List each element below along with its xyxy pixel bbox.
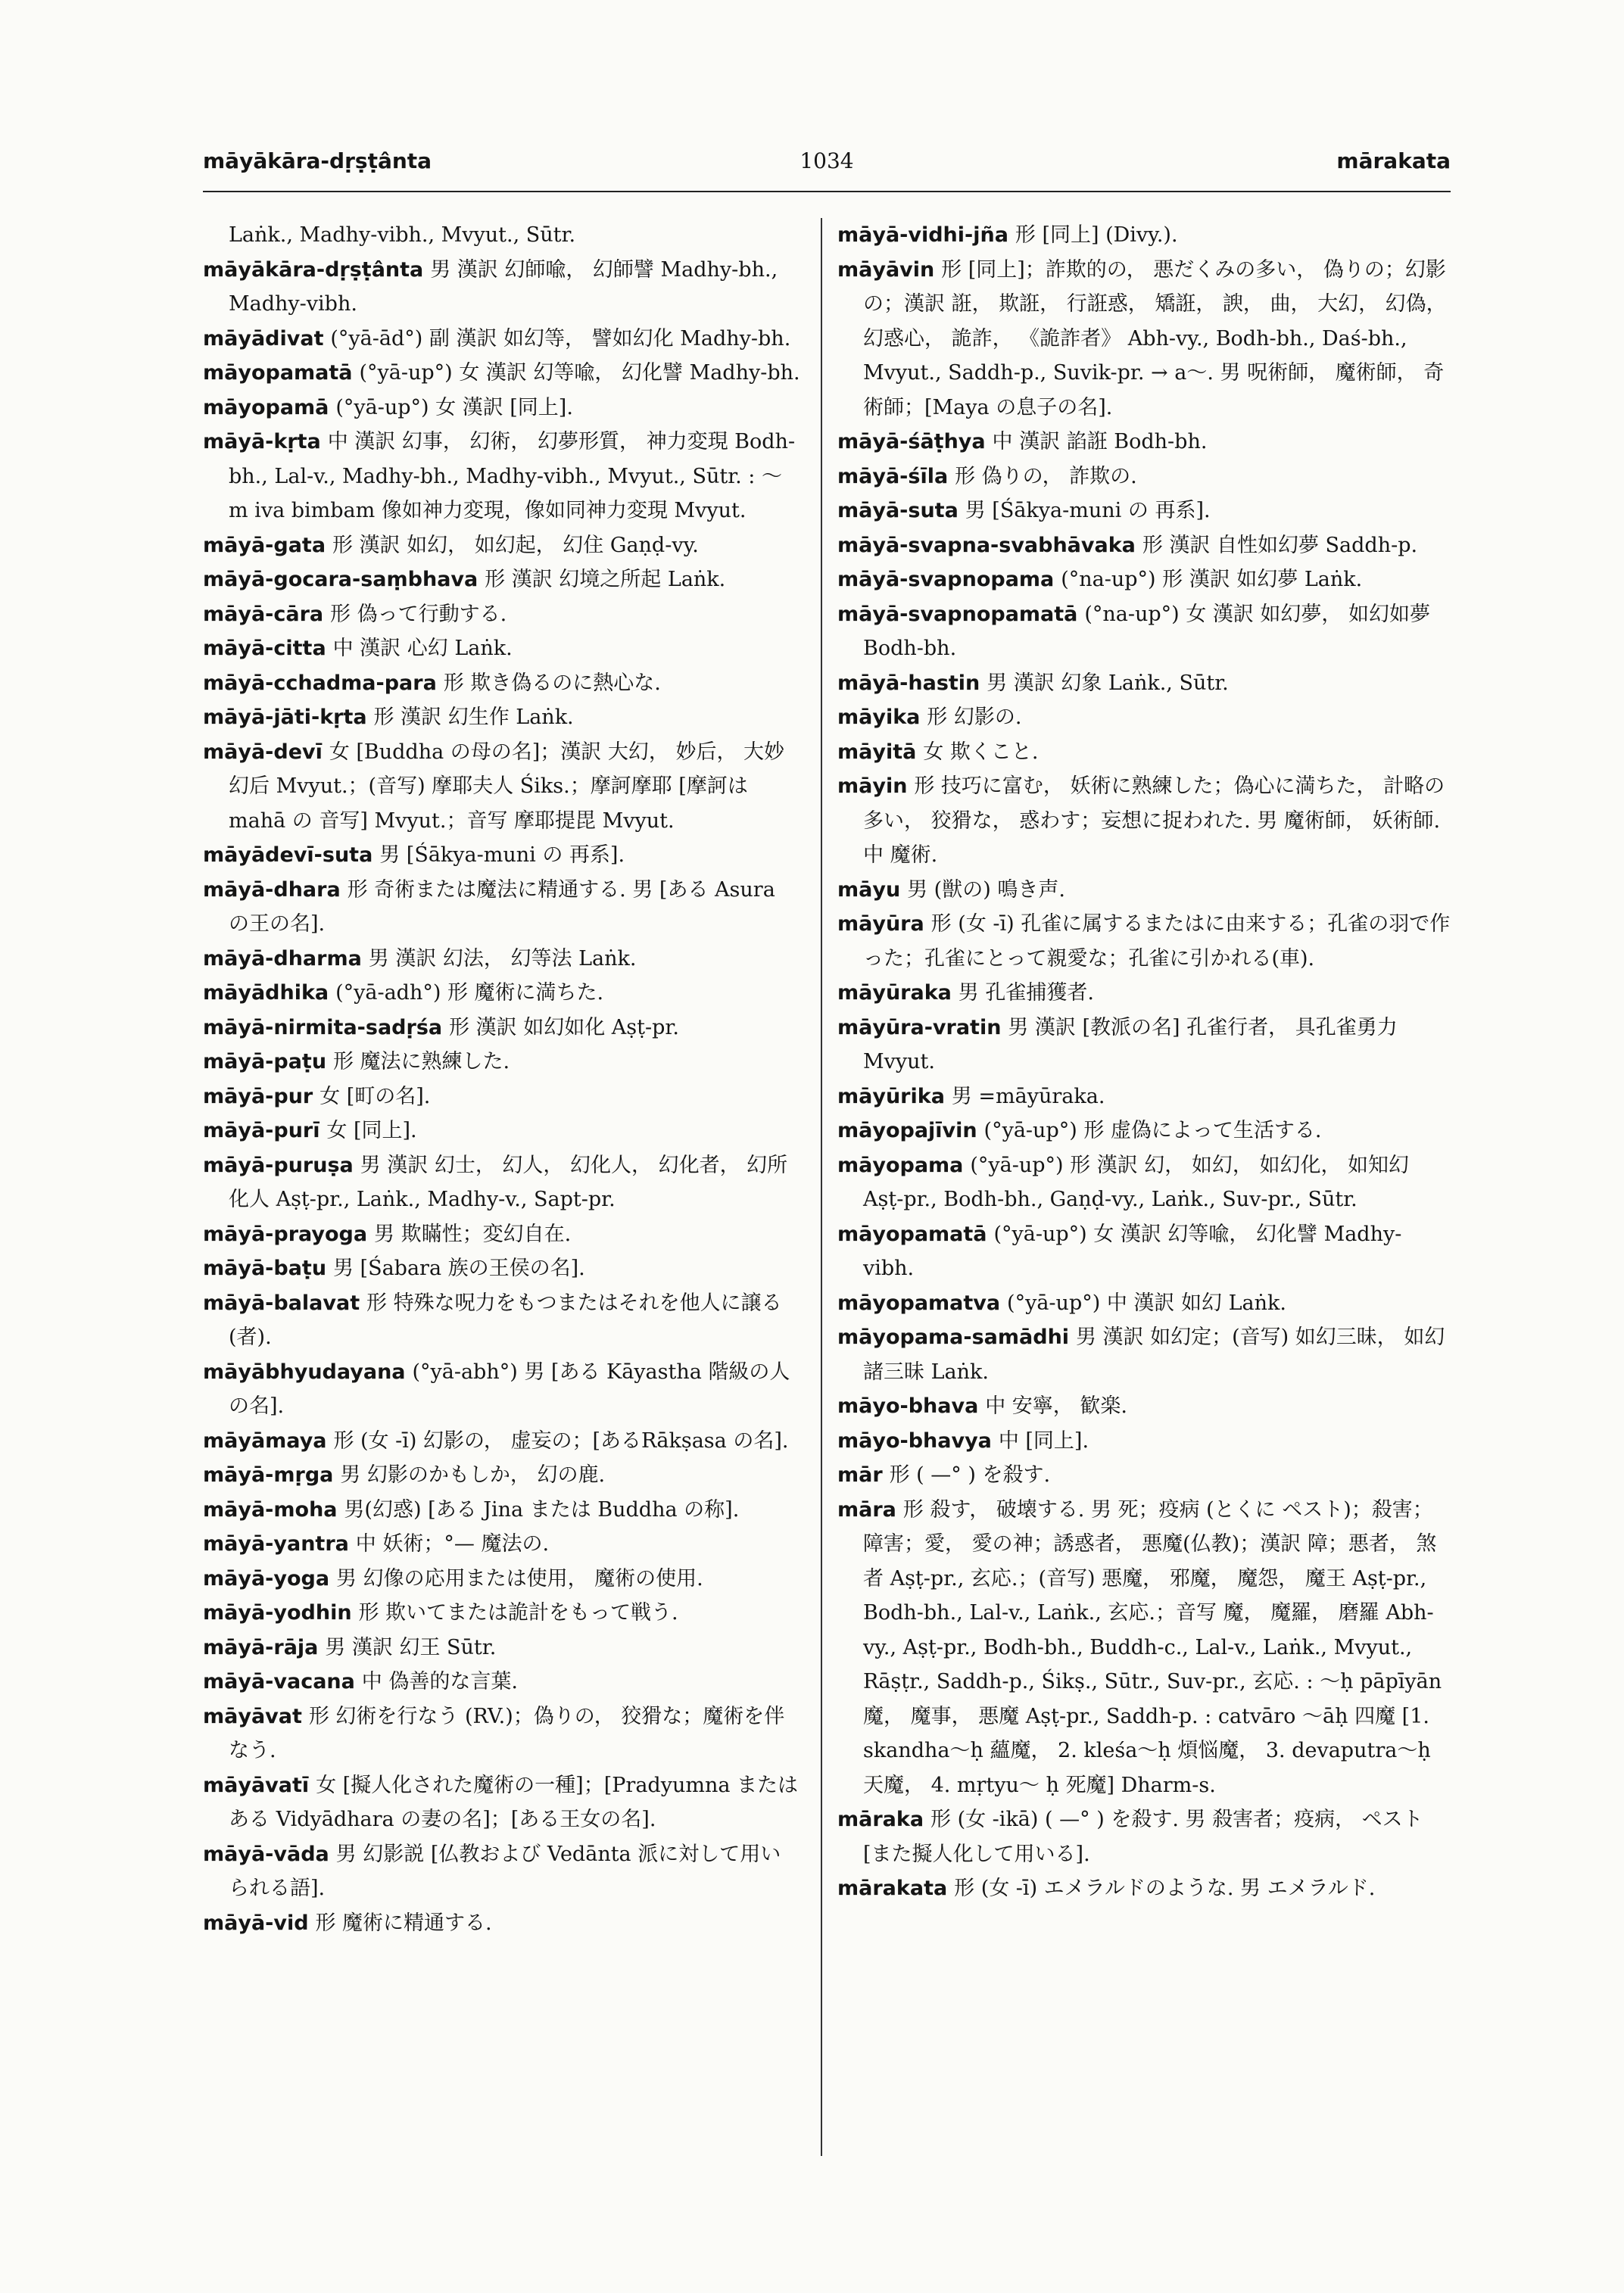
entry-headword: māyā-dharma [203, 946, 362, 970]
entry-text: 男 幻影説 [仏教および Vedānta 派に対して用いられる語]. [229, 1842, 781, 1900]
entry-headword: māyāvin [837, 257, 935, 282]
entry-text: 男 =māyūraka. [951, 1084, 1105, 1108]
entry-text: 形 魔術に精通する. [315, 1911, 492, 1935]
dictionary-entry [203, 1562, 801, 1597]
entry-text: 形 (女 -ī) 孔雀に属するまたはに由来する；孔雀の羽で作った；孔雀にとって親愛な；孔雀に引かれる(車). [863, 912, 1451, 970]
entry-text: 形 魔法に熟練した. [332, 1050, 510, 1073]
dictionary-entry [203, 1596, 801, 1631]
entry-text: 女 [同上]. [326, 1119, 417, 1142]
dictionary-entry [203, 1458, 801, 1493]
dictionary-entry [203, 873, 801, 942]
entry-text: 男 [Śākya-muni の 再系]. [379, 843, 625, 867]
dictionary-entry [837, 1389, 1451, 1424]
entry-headword: māyopamā [203, 395, 329, 419]
entry-text: 形 ( —° ) を殺す. [889, 1463, 1051, 1487]
entry-headword: māyā-hastin [837, 671, 980, 695]
left-column [203, 218, 801, 1940]
entry-headword: māyā-gocara-saṃbhava [203, 568, 478, 591]
dictionary-entry [203, 1251, 801, 1286]
dictionary-entry [837, 494, 1451, 528]
entry-text: 形 特殊な呪力をもつまたはそれを他人に譲る(者). [229, 1291, 782, 1349]
entry-text: (°yā-up°) 女 漢訳 幻等喩， 幻化譬 Madhy-bh. [359, 361, 800, 385]
entry-headword: māyā-gata [203, 533, 326, 557]
entry-text: (°na-up°) 女 漢訳 如幻夢， 如幻如夢 Bodh-bh. [863, 602, 1430, 660]
entry-text: (°yā-up°) 形 漢訳 幻， 如幻， 如幻化， 如知幻 Aṣṭ-pr., Bodh-bh., Gaṇḍ-vy., Laṅk., Suv-pr., Sūtr. [863, 1153, 1410, 1211]
dictionary-entry [203, 1148, 801, 1217]
entry-headword: māyopama [837, 1153, 964, 1177]
entry-headword: māyā-prayoga [203, 1222, 368, 1246]
entry-headword: māyopajīvin [837, 1119, 977, 1142]
entry-text: 形 漢訳 幻境之所起 Laṅk. [485, 568, 726, 591]
dictionary-entry [203, 253, 801, 322]
entry-headword: māyopamatva [837, 1291, 1001, 1315]
entry-text: 形 (女 -ikā) ( —° ) を殺す. 男 殺害者；疫病， ペスト[また擬人化して用いる]. [863, 1808, 1423, 1866]
entry-headword: māyūrika [837, 1084, 945, 1108]
entry-text: 中 偽善的な言葉. [361, 1670, 518, 1693]
entry-text: 形 偽りの， 詐欺の. [955, 464, 1137, 488]
entry-text: 形 漢訳 如幻， 如幻起， 幻住 Gaṇḍ-vy. [332, 533, 699, 557]
running-head [203, 148, 1451, 186]
entry-headword: māyā-purī [203, 1119, 320, 1142]
entry-headword: māyādivat [203, 326, 324, 350]
dictionary-entry [203, 1424, 801, 1459]
dictionary-entry [203, 1286, 801, 1355]
entry-headword: māyā-svapnopama [837, 568, 1055, 591]
entry-text: Laṅk., Madhy-vibh., Mvyut., Sūtr. [229, 223, 576, 247]
entry-text: 男 漢訳 幻王 Sūtr. [325, 1635, 497, 1659]
column-divider [821, 218, 822, 2156]
right-column [837, 218, 1451, 1906]
entry-headword: māyā-vacana [203, 1670, 355, 1693]
dictionary-entry [203, 942, 801, 977]
dictionary-entry [203, 700, 801, 735]
entry-headword: māyāvatī [203, 1773, 310, 1797]
dictionary-entry [203, 1045, 801, 1080]
entry-text: (°yā-up°) 女 漢訳 [同上]. [335, 395, 573, 419]
entry-text: 男 [Śabara 族の王侯の名]. [332, 1257, 585, 1280]
dictionary-entry [837, 769, 1451, 873]
dictionary-entry [203, 528, 801, 563]
entry-headword: māyādevī-suta [203, 843, 373, 867]
dictionary-entry [203, 1493, 801, 1528]
entry-headword: māyāvat [203, 1704, 302, 1728]
entry-headword: māyā-vid [203, 1911, 309, 1935]
entry-headword: māyā-vidhi-jña [837, 223, 1008, 247]
dictionary-entry [203, 838, 801, 873]
dictionary-entry [837, 907, 1451, 976]
entry-text: 男 漢訳 幻師喩， 幻師譬 Madhy-bh., Madhy-vibh. [229, 257, 778, 316]
dictionary-entry [203, 976, 801, 1011]
entry-text: 男 孔雀捕獲者. [958, 981, 1094, 1005]
entry-headword: māyā-devī [203, 740, 323, 764]
dictionary-entry [203, 1217, 801, 1252]
entry-headword: māraka [837, 1808, 924, 1831]
entry-text: (°yā-adh°) 形 魔術に満ちた. [335, 981, 604, 1005]
dictionary-entry [203, 1906, 801, 1941]
entry-text: 形 (女 -ī) エメラルドのような. 男 エメラルド. [954, 1877, 1376, 1900]
dictionary-entry [203, 735, 801, 839]
entry-headword: māyā-pur [203, 1084, 313, 1108]
dictionary-entry [203, 1837, 801, 1906]
entry-headword: māyā-cāra [203, 602, 324, 626]
entry-headword: māyopama-samādhi [837, 1326, 1070, 1349]
dictionary-entry [837, 1871, 1451, 1906]
entry-text: 形 幻術を行なう (RV.)；偽りの， 狡猾な；魔術を伴なう. [229, 1704, 785, 1762]
entry-text: 男 漢訳 幻士， 幻人， 幻化人， 幻化者， 幻所化人 Aṣṭ-pr., Laṅk., Madhy-v., Sapt-pr. [229, 1153, 788, 1211]
entry-text: 男 漢訳 如幻定；(音写) 如幻三昧， 如幻諸三昧 Laṅk. [863, 1326, 1445, 1384]
entry-text: 女 [Buddha の母の名]；漢訳 大幻， 妙后， 大妙幻后 Mvyut.；(音写) 摩耶夫人 Śiks.；摩訶摩耶 [摩訶は mahā の 音写] Mvyut.；音写 摩耶提毘 Mvyut. [229, 740, 785, 833]
entry-headword: mārakata [837, 1877, 948, 1900]
entry-headword: māyā-balavat [203, 1291, 360, 1315]
dictionary-entry [203, 562, 801, 597]
entry-headword: māyūra-vratin [837, 1015, 1002, 1039]
entry-text: 男 [Śākya-muni の 再系]. [965, 499, 1211, 522]
entry-text: 中 漢訳 心幻 Laṅk. [332, 637, 513, 660]
entry-text: 男 欺瞞性；変幻自在. [374, 1222, 572, 1246]
dictionary-entry [203, 1699, 801, 1768]
entry-text: (°yā-up°) 女 漢訳 幻等喩， 幻化譬 Madhy-vibh. [863, 1222, 1402, 1280]
dictionary-entry [203, 666, 801, 701]
dictionary-entry [203, 1665, 801, 1699]
entry-text: 女 [町の名]. [320, 1084, 431, 1108]
entry-text: (°na-up°) 形 漢訳 如幻夢 Laṅk. [1061, 568, 1363, 591]
header-rule [203, 191, 1451, 192]
entry-text: (°yā-ād°) 副 漢訳 如幻等， 譬如幻化 Madhy-bh. [330, 326, 791, 350]
dictionary-entry [203, 1768, 801, 1837]
dictionary-entry [203, 597, 801, 632]
dictionary-entry [203, 322, 801, 357]
entry-headword: māyādhika [203, 981, 329, 1005]
entry-text: 中 漢訳 幻事， 幻術， 幻夢形質， 神力変現 Bodh-bh., Lal-v., Madhy-bh., Madhy-vibh., Mvyut., Sūtr. : ～m iva bimbam 像如神力変現，像如同神力変現 Mvyut. [229, 430, 796, 522]
entry-text: 形 漢訳 幻生作 Laṅk. [373, 706, 574, 729]
entry-headword: māyūraka [837, 981, 952, 1005]
dictionary-entry [203, 425, 801, 528]
entry-text: 男 (獣の) 鳴き声. [907, 877, 1065, 902]
entry-text: 形 殺す， 破壊する. 男 死；疫病 (とくに ペスト)；殺害；障害；愛， 愛の神；誘惑者， 悪魔(仏教)；漢訳 障；悪者， 煞者 Aṣṭ-pr., 玄応.；(音写) 悪魔， 邪魔， 魔怨， 魔王 Aṣṭ-pr., Bodh-bh., Lal-v., Laṅk., 玄応.；音写 魔， 魔羅， 磨羅 Abh-vy., Aṣṭ-pr., Bodh-bh., Buddh-c., Lal-v., Laṅk., Mvyut., Rāṣṭr., Saddh-p., Śikṣ., Sūtr., Suv-pr., 玄応. : ～ḥ pāpīyān 魔， 魔事， 悪魔 Aṣṭ-pr., Saddh-p. : catvāro ～āḥ 四魔 [1. skandha～ḥ 蘊魔， 2. kleśa～ḥ 煩悩魔， 3. devaputra～ḥ 天魔， 4. mṛtyu～ ḥ 死魔] Dharm-s. [863, 1497, 1442, 1797]
dictionary-entry [837, 528, 1451, 563]
dictionary-entry [837, 1114, 1451, 1148]
entry-headword: māyā-jāti-kṛta [203, 706, 367, 729]
entry-text: 男 幻影のかもしか， 幻の鹿. [340, 1463, 606, 1487]
entry-text: 形 [同上]；詐欺的の， 悪だくみの多い， 偽りの；幻影の；漢訳 誑， 欺誑， 行誑惑， 矯誑， 諛， 曲， 大幻， 幻偽， 幻惑心， 詭詐， 《詭詐者》 Abh-vy., Bodh-bh., Daś-bh., Mvyut., Saddh-p., Suvik-pr. → a～. 男 呪術師， 魔術師， 奇術師；[Maya の息子の名]. [863, 257, 1447, 419]
dictionary-entry [203, 1080, 801, 1114]
entry-text: 中 安寧， 歓楽. [985, 1394, 1127, 1418]
entry-text: 女 [擬人化された魔術の一種]；[Pradyumna または ある Vidyādhara の妻の名]；[ある王女の名]. [229, 1773, 799, 1831]
dictionary-entry [837, 1424, 1451, 1459]
entry-headword: māyā-baṭu [203, 1257, 327, 1280]
dictionary-entry [837, 1011, 1451, 1080]
entry-headword: māyā-yantra [203, 1532, 349, 1556]
dictionary-entry [837, 218, 1451, 253]
entry-text: 形 漢訳 自性如幻夢 Saddh-p. [1142, 533, 1418, 557]
entry-headword: māyā-svapnopamatā [837, 602, 1078, 626]
entry-headword: māyā-yoga [203, 1566, 330, 1590]
entry-text: 男 漢訳 幻象 Laṅk., Sūtr. [987, 671, 1229, 695]
dictionary-entry [203, 1114, 801, 1148]
dictionary-entry [837, 425, 1451, 460]
entry-headword: māyā-moha [203, 1497, 338, 1522]
dictionary-entry [203, 1527, 801, 1562]
entry-text: 形 奇術または魔法に精通する. 男 [ある Asura の王の名]. [229, 877, 775, 936]
dictionary-entry [203, 1011, 801, 1045]
entry-text: 形 漢訳 如幻如化 Aṣṭ-pr. [449, 1015, 679, 1039]
dictionary-entry [837, 1286, 1451, 1321]
dictionary-entry [203, 1631, 801, 1665]
dictionary-entry [837, 460, 1451, 494]
entry-text: 女 欺くこと. [923, 740, 1039, 764]
entry-headword: māyā-yodhin [203, 1601, 352, 1625]
entry-headword: māyā-cchadma-para [203, 671, 437, 695]
dictionary-entry [837, 253, 1451, 425]
dictionary-entry [837, 1080, 1451, 1114]
entry-headword: māyopamatā [837, 1222, 987, 1246]
entry-headword: māyo-bhavya [837, 1428, 992, 1453]
entry-headword: māyā-paṭu [203, 1050, 327, 1073]
entry-headword: māyā-mṛga [203, 1463, 334, 1487]
dictionary-entry [837, 700, 1451, 735]
header-first-entry: māyākāra-dṛṣṭânta [203, 148, 432, 173]
entry-text: 男 漢訳 幻法， 幻等法 Laṅk. [368, 946, 637, 970]
entry-text: 形 (女 -ī) 幻影の， 虚妄の；[あるRākṣasa の名]. [333, 1428, 789, 1453]
dictionary-entry [837, 666, 1451, 701]
entry-text: 形 [同上] (Divy.). [1015, 223, 1178, 247]
dictionary-entry [837, 1802, 1451, 1871]
entry-text: 形 技巧に富む， 妖術に熟練した；偽心に満ちた， 計略の多い， 狡猾な， 惑わす；妄想に捉われた. 男 魔術師， 妖術師. 中 魔術. [863, 774, 1445, 867]
dictionary-entry [837, 1458, 1451, 1493]
entry-text: 形 欺き偽るのに熱心な. [443, 671, 661, 695]
entry-headword: māyo-bhava [837, 1394, 979, 1418]
dictionary-entry [837, 1320, 1451, 1389]
entry-text: 形 幻影の. [927, 706, 1022, 729]
dictionary-entry [837, 562, 1451, 597]
dictionary-entry [203, 356, 801, 391]
entry-text: 男 幻像の応用または使用， 魔術の使用. [335, 1566, 703, 1590]
entry-headword: māyā-śīla [837, 464, 949, 488]
entry-text: 中 漢訳 諂誑 Bodh-bh. [992, 430, 1208, 453]
entry-headword: māyā-rāja [203, 1635, 319, 1659]
entry-headword: māyā-vāda [203, 1842, 329, 1866]
dictionary-entry [837, 976, 1451, 1011]
entry-headword: māyābhyudayana [203, 1360, 406, 1384]
entry-headword: mār [837, 1463, 883, 1487]
entry-text: 中 [同上]. [998, 1428, 1089, 1453]
dictionary-entry [837, 873, 1451, 908]
entry-headword: māyā-nirmita-sadṛśa [203, 1015, 443, 1039]
dictionary-entry [203, 1355, 801, 1424]
entry-text: 男 漢訳 [教派の名] 孔雀行者， 具孔雀勇力 Mvyut. [863, 1015, 1398, 1073]
page-number: 1034 [800, 148, 854, 173]
entry-headword: māyā-svapna-svabhāvaka [837, 533, 1136, 557]
entry-headword: māyā-dhara [203, 877, 341, 902]
entry-text: (°yā-up°) 中 漢訳 如幻 Laṅk. [1007, 1291, 1286, 1315]
entry-headword: māyā-citta [203, 637, 326, 660]
entry-headword: māyā-puruṣa [203, 1153, 354, 1177]
entry-headword: māyāmaya [203, 1428, 327, 1453]
entry-continuation [203, 218, 801, 253]
entry-headword: māyā-suta [837, 499, 959, 522]
dictionary-entry [203, 631, 801, 666]
entry-text: 形 欺いてまたは詭計をもって戦う. [358, 1601, 678, 1625]
entry-headword: māyin [837, 774, 908, 798]
dictionary-entry [837, 735, 1451, 770]
entry-headword: māyā-śāṭhya [837, 430, 986, 453]
entry-text: (°yā-up°) 形 虚偽によって生活する. [983, 1119, 1322, 1142]
dictionary-entry [837, 597, 1451, 666]
dictionary-entry [837, 1493, 1451, 1803]
entry-text: 男(幻惑) [ある Jina または Buddha の称]. [344, 1497, 740, 1522]
entry-headword: māyu [837, 877, 901, 902]
entry-headword: māyākāra-dṛṣṭânta [203, 257, 424, 282]
header-last-entry: mārakata [1336, 148, 1451, 173]
entry-headword: māyūra [837, 912, 924, 936]
entry-headword: māyā-kṛta [203, 430, 321, 453]
entry-headword: māyitā [837, 740, 917, 764]
dictionary-entry [203, 391, 801, 425]
entry-headword: māra [837, 1497, 896, 1522]
entry-text: (°yā-abh°) 男 [ある Kāyastha 階級の人の名]. [229, 1360, 790, 1418]
entry-headword: māyika [837, 706, 921, 729]
dictionary-entry [837, 1148, 1451, 1217]
dictionary-entry [837, 1217, 1451, 1286]
entry-text: 中 妖術；°— 魔法の. [355, 1532, 550, 1556]
entry-text: 形 偽って行動する. [330, 602, 507, 626]
entry-headword: māyopamatā [203, 361, 353, 385]
